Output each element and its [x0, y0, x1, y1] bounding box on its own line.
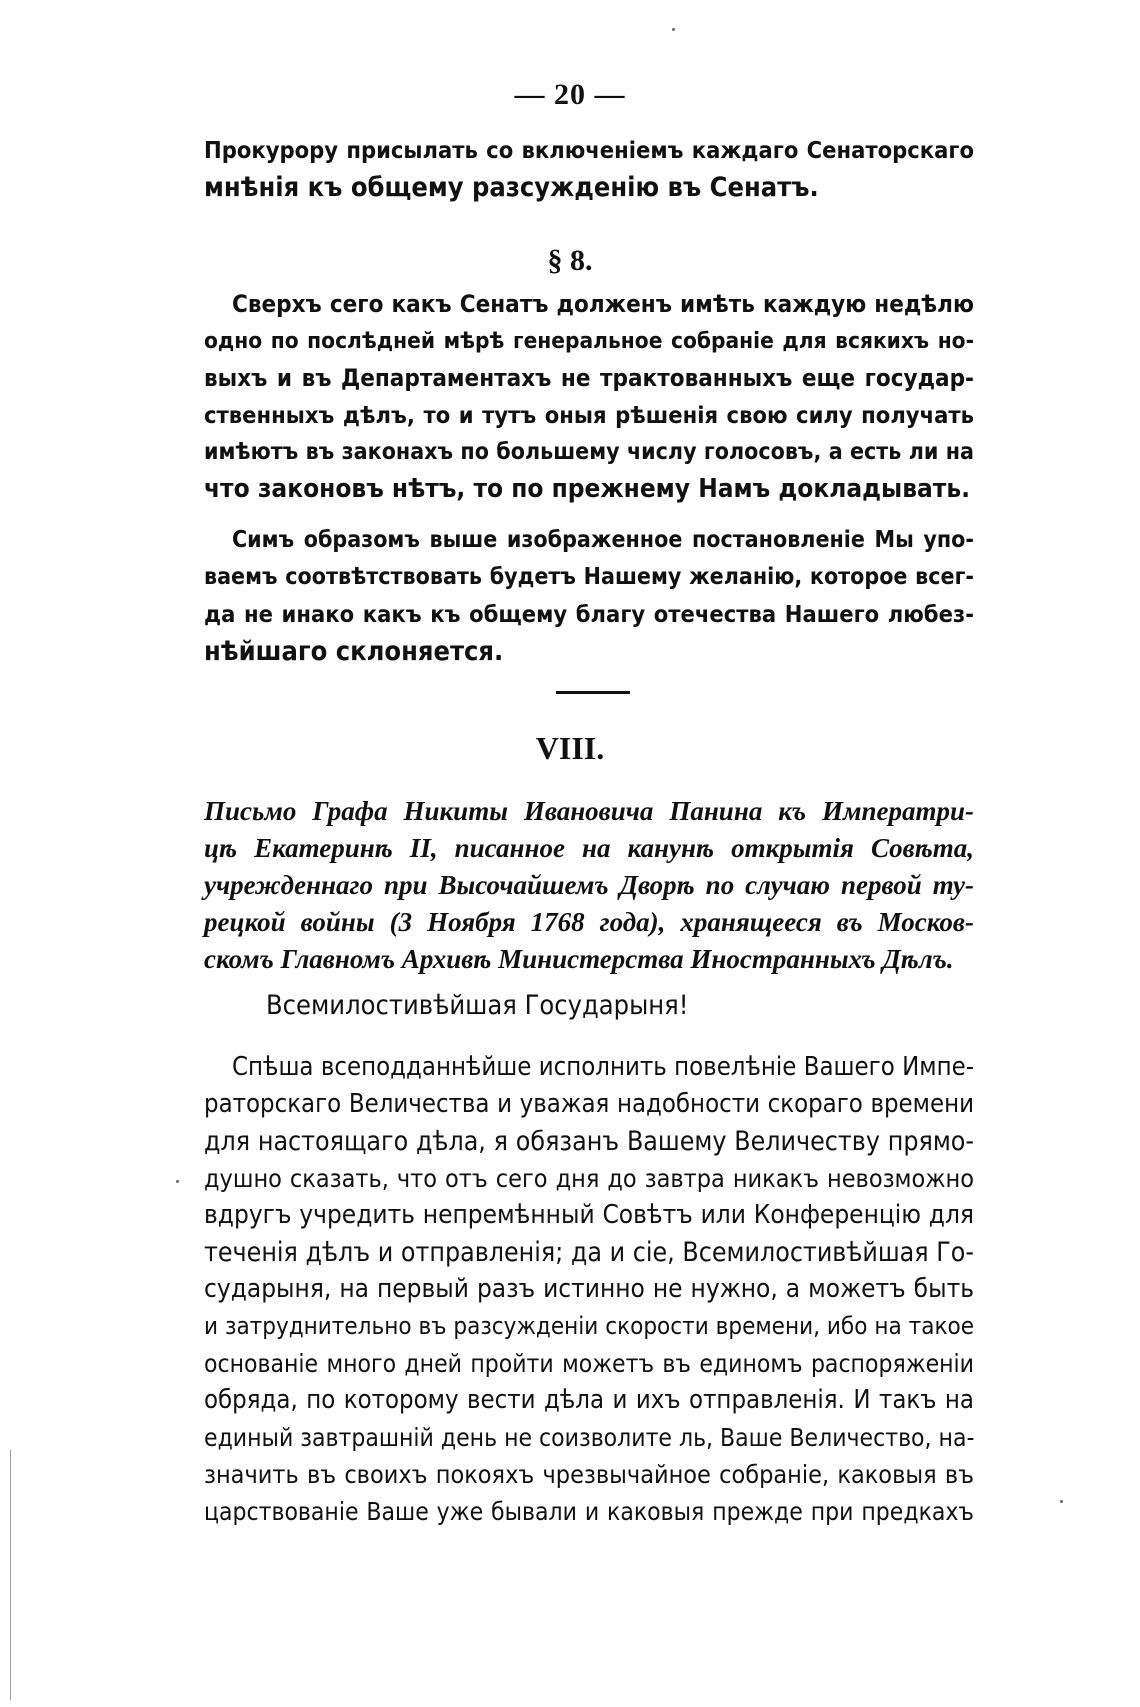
scan-speck: [1060, 1500, 1063, 1503]
text-line: и затруднительно въ разсужденiи скорости времени, ибо на такое: [204, 1312, 974, 1340]
text-line: выхъ и въ Департаментахъ не трактованныхъ еще государ-: [204, 364, 974, 392]
text-line: имѣютъ въ законахъ по большему числу голосовъ, а есть ли на: [204, 439, 974, 465]
text-line: скомъ Главномъ Архивѣ Министерства Иностранныхъ Дѣлъ.: [204, 944, 954, 974]
section-mark: § 8.: [547, 244, 593, 277]
text-line: значить въ своихъ покояхъ чрезвычайное собранiе, каковыя въ: [204, 1460, 974, 1489]
text-line: для настоящаго дѣла, я обязанъ Вашему Величеству прямо-: [204, 1126, 974, 1157]
text-line: да не инако какъ къ общему благу отечества Нашего любез-: [204, 600, 974, 628]
top-paragraph: [204, 132, 974, 206]
paragraph-1: [204, 286, 974, 508]
text-line: душно сказать, что отъ сего дня до завтра никакъ невозможно: [204, 1164, 974, 1193]
salutation: Всемилостивѣйшая Государыня!: [266, 990, 689, 1021]
text-line: Письмо Графа Никиты Ивановича Панина къ Императри-: [204, 796, 974, 826]
text-line: мнѣнiя къ общему разсужденiю въ Сенатъ.: [204, 172, 819, 203]
scan-margin-line: [10, 1450, 11, 1700]
text-line: раторскаго Величества и уважая надобности скораго времени: [204, 1089, 974, 1119]
text-line: обряда, по которому вести дѣла и ихъ отправленiя. И такъ на: [204, 1385, 974, 1415]
text-line: Спѣша всеподданнѣйше исполнить повелѣнiе Вашего Импе-: [232, 1052, 974, 1082]
text-line: теченiя дѣлъ и отправленiя; да и сiе, Всемилостивѣйшая Го-: [204, 1237, 974, 1268]
letter-title: [204, 793, 974, 978]
text-line: единый завтрашнiй день не соизволите ль, Ваше Величество, на-: [204, 1423, 975, 1452]
text-line: сударыня, на первый разъ истинно не нужно, а можетъ быть: [204, 1274, 974, 1304]
text-line: вдругъ учредить непремѣнный Совѣтъ или Конференцiю для: [204, 1200, 974, 1230]
section-divider: [556, 691, 630, 694]
text-line: учрежденнаго при Высочайшемъ Дворѣ по случаю первой ту-: [204, 870, 974, 900]
text-line: Прокурору присылать со включенiемъ каждаго Сенаторскаго: [204, 136, 974, 164]
scan-speck: [176, 1180, 179, 1183]
text-line: рецкой войны (3 Ноября 1768 года), хранящееся въ Москов-: [204, 907, 974, 937]
text-line: Симъ образомъ выше изображенное постановленiе Мы упо-: [232, 527, 974, 553]
text-line: царствованiе Ваше уже бывали и каковыя прежде при предкахъ: [204, 1497, 974, 1526]
text-line: цѣ Екатеринѣ II, писанное на канунѣ открытiя Совѣта,: [204, 833, 974, 863]
text-line: ваемъ соотвѣтствовать будетъ Нашему желанiю, которое всег-: [204, 564, 974, 590]
chapter-number: VIII.: [535, 730, 605, 766]
text-line: основанiе много дней пройти можетъ въ единомъ распоряженiи: [204, 1349, 974, 1378]
text-line: одно по послѣдней мѣрѣ генеральное собранiе для всякихъ но-: [204, 328, 974, 354]
text-line: Сверхъ сего какъ Сенатъ долженъ имѣть каждую недѣлю: [232, 290, 974, 318]
letter-body: [204, 1049, 974, 1530]
scan-speck: [672, 28, 675, 31]
text-line: нѣйшаго склоняется.: [204, 636, 504, 667]
paragraph-2: [204, 522, 974, 670]
text-line: ственныхъ дѣлъ, то и тутъ оныя рѣшенiя свою силу получать: [204, 401, 974, 429]
page-number: — 20 —: [514, 78, 626, 111]
text-line: что законовъ нѣтъ, то по прежнему Намъ докладывать.: [204, 474, 971, 504]
